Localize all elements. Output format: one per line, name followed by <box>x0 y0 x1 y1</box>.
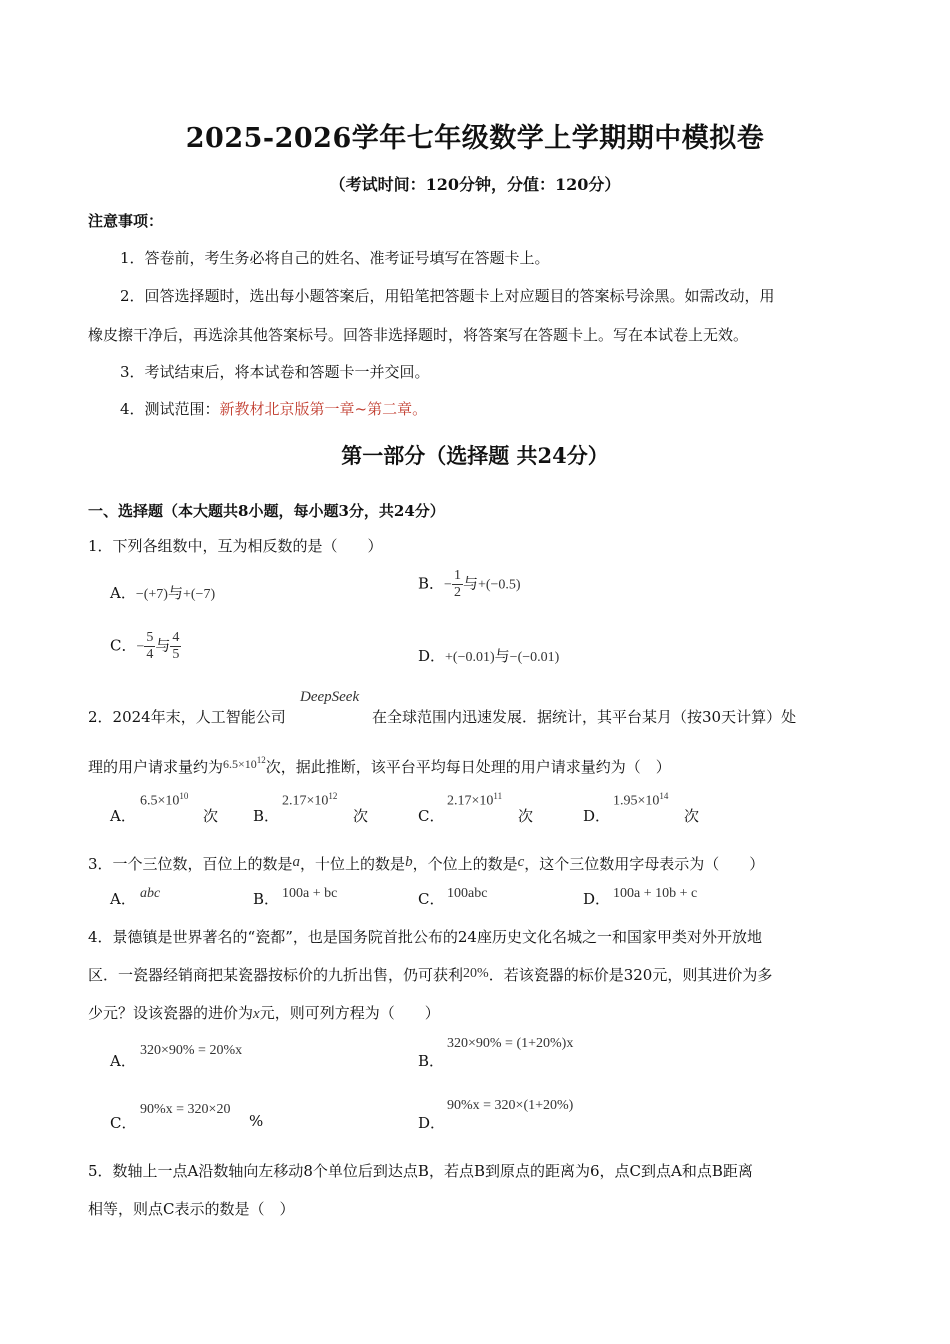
q4-line-1: 4．景德镇是世界著名的“瓷都”，也是国务院首批公布的24座历史文化名城之一和国家甲类对外开放地 <box>88 928 762 946</box>
q1-c-label: C． <box>110 636 137 655</box>
q4-d-label: D． <box>418 1114 446 1132</box>
q1-b-fraction <box>452 568 463 601</box>
q1-d-and: 与 <box>494 647 510 665</box>
q3-d-value: 100a + 10b + c <box>613 886 698 901</box>
q2-a-unit: 次 <box>203 807 219 825</box>
q1-b-right: +(−0.5) <box>477 577 521 593</box>
q3-b-var: b <box>405 854 413 870</box>
q4-c-percent: % <box>249 1112 264 1130</box>
q4-b-label: B． <box>418 1052 445 1070</box>
q1-c-num-2: 4 <box>172 630 180 645</box>
q1-a-right: +(−7) <box>182 587 216 602</box>
q2-total-exp: 12 <box>256 755 266 765</box>
note-3: 3．考试结束后，将本试卷和答题卡一并交回。 <box>120 363 430 381</box>
section-title: 第一部分（选择题 共24分） <box>341 443 609 468</box>
q1-d-label: D． <box>418 647 446 665</box>
q2-line-2a: 理的用户请求量约为 <box>88 758 224 776</box>
q3-a-value: abc <box>140 886 161 901</box>
q2-a-value <box>140 791 188 810</box>
q3-s3: ，个位上的数是 <box>412 855 518 873</box>
q2-b-label: B． <box>253 807 280 825</box>
q2-d-exp: 14 <box>659 791 669 801</box>
q3-c-value: 100abc <box>447 886 488 901</box>
q1-b-label: B． <box>418 574 445 593</box>
q4-line-2 <box>88 964 772 985</box>
q1-stem: 1．下列各组数中，互为相反数的是（ ） <box>88 537 383 555</box>
q1-d-right: −(−0.01) <box>509 650 560 665</box>
q2-a-exp: 10 <box>179 791 189 801</box>
q3-a-label: A． <box>110 890 136 908</box>
q2-b-value <box>282 791 337 810</box>
q2-b-base: 2.17×10 <box>282 793 329 809</box>
q1-option-d <box>418 645 559 666</box>
q2-line-1b: 在全球范围内迅速发展．据统计，其平台某月（按30天计算）处 <box>372 708 797 726</box>
notes-header: 注意事项： <box>88 212 164 230</box>
q5-line-2: 相等，则点C表示的数是（ ） <box>88 1200 295 1218</box>
q5-line-1: 5．数轴上一点A沿数轴向左移动8个单位后到达点B，若点B到原点的距离为6，点C到点A和点B距离 <box>88 1162 753 1180</box>
q1-b-den: 2 <box>453 585 461 600</box>
q4-b-value: 320×90% = (1+20%)x <box>447 1036 574 1051</box>
q3-a-var: a <box>292 854 301 870</box>
q3-stem <box>88 853 764 874</box>
q3-b-label: B． <box>253 890 280 908</box>
q1-b-num: 1 <box>453 568 461 583</box>
q1-b-sign: − <box>444 577 452 593</box>
q2-d-label: D． <box>583 807 611 825</box>
q1-option-c <box>110 630 181 663</box>
test-scope: 新教材北京版第一章~第二章。 <box>219 400 428 418</box>
q2-a-base: 6.5×10 <box>140 793 180 809</box>
q1-c-fraction-2 <box>170 630 181 663</box>
q2-line-1a: 2．2024年末，人工智能公司 <box>88 708 286 726</box>
note-2-line-2: 橡皮擦干净后，再选涂其他答案标号。回答非选择题时，将答案写在答题卡上。写在本试卷上无效。 <box>88 326 749 344</box>
q4-line-3 <box>88 1002 440 1023</box>
q4-x-var: x <box>253 1006 260 1022</box>
q1-a-label: A． <box>110 584 136 602</box>
q2-d-value <box>613 791 668 810</box>
q1-c-fraction-1 <box>144 630 155 663</box>
q1-option-a <box>110 582 215 603</box>
q4-c-label: C． <box>110 1114 137 1132</box>
q2-c-unit: 次 <box>518 807 534 825</box>
q4-a-label: A． <box>110 1052 136 1070</box>
q2-c-base: 2.17×10 <box>447 793 494 809</box>
q4-a-value: 320×90% = 20%x <box>140 1043 243 1058</box>
exam-info: （考试时间：120分钟，分值：120分） <box>329 175 621 194</box>
q2-deepseek: DeepSeek <box>300 689 360 705</box>
q4-profit-rate: 20% <box>463 966 489 981</box>
q3-b-value: 100a + bc <box>282 886 338 901</box>
q4-c-value: 90%x = 320×20 <box>140 1102 231 1117</box>
q2-d-unit: 次 <box>684 807 700 825</box>
q4-line-2a: 区．一瓷器经销商把某瓷器按标价的九折出售，仍可获利 <box>88 966 464 984</box>
q4-line-3a: 少元？设该瓷器的进价为 <box>88 1004 254 1022</box>
q3-d-label: D． <box>583 890 611 908</box>
q2-b-unit: 次 <box>353 807 369 825</box>
q1-c-sign: − <box>136 639 145 655</box>
q3-s2: ，十位上的数是 <box>300 855 406 873</box>
q2-b-exp: 12 <box>328 791 338 801</box>
q2-c-label: C． <box>418 807 445 825</box>
q1-c-den-2: 5 <box>172 647 180 662</box>
q3-c-label: C． <box>418 890 445 908</box>
q1-c-den-1: 4 <box>146 647 154 662</box>
q2-a-label: A． <box>110 807 136 825</box>
q1-d-left: +(−0.01) <box>445 650 495 665</box>
page-title: 2025-2026学年七年级数学上学期期中模拟卷 <box>185 123 765 154</box>
q2-d-base: 1.95×10 <box>613 793 660 809</box>
q2-total-base: 6.5×10 <box>223 757 257 771</box>
note-2-line-1: 2．回答选择题时，选出每小题答案后，用铅笔把答题卡上对应题目的答案标号涂黑。如需改动，用 <box>120 287 775 305</box>
note-4 <box>120 398 427 419</box>
q2-line-2 <box>88 756 671 777</box>
q4-d-value: 90%x = 320×(1+20%) <box>447 1098 574 1113</box>
q2-line-2b: 次，据此推断，该平台平均每日处理的用户请求量约为（ ） <box>265 758 671 776</box>
q1-b-and: 与 <box>462 574 478 593</box>
q3-c-var: c <box>517 854 525 870</box>
q1-a-and: 与 <box>167 584 183 602</box>
q1-c-and: 与 <box>155 636 171 655</box>
q1-option-b <box>418 568 521 601</box>
note-4-prefix: 4．测试范围： <box>120 400 220 418</box>
q1-c-num-1: 5 <box>146 630 154 645</box>
q3-s4: ，这个三位数用字母表示为（ ） <box>524 855 765 873</box>
section-heading: 一、选择题（本大题共8小题，每小题3分，共24分） <box>88 502 445 520</box>
note-1: 1．答卷前，考生务必将自己的姓名、准考证号填写在答题卡上。 <box>120 249 550 267</box>
q3-s1: 3．一个三位数，百位上的数是 <box>88 855 293 873</box>
q2-c-exp: 11 <box>493 791 503 801</box>
q4-line-2b: ．若该瓷器的标价是320元，则其进价为多 <box>488 966 773 984</box>
q1-a-left: −(+7) <box>135 587 168 602</box>
q2-c-value <box>447 791 502 810</box>
q2-total <box>223 757 266 771</box>
q4-line-3b: 元，则可列方程为（ ） <box>259 1004 440 1022</box>
